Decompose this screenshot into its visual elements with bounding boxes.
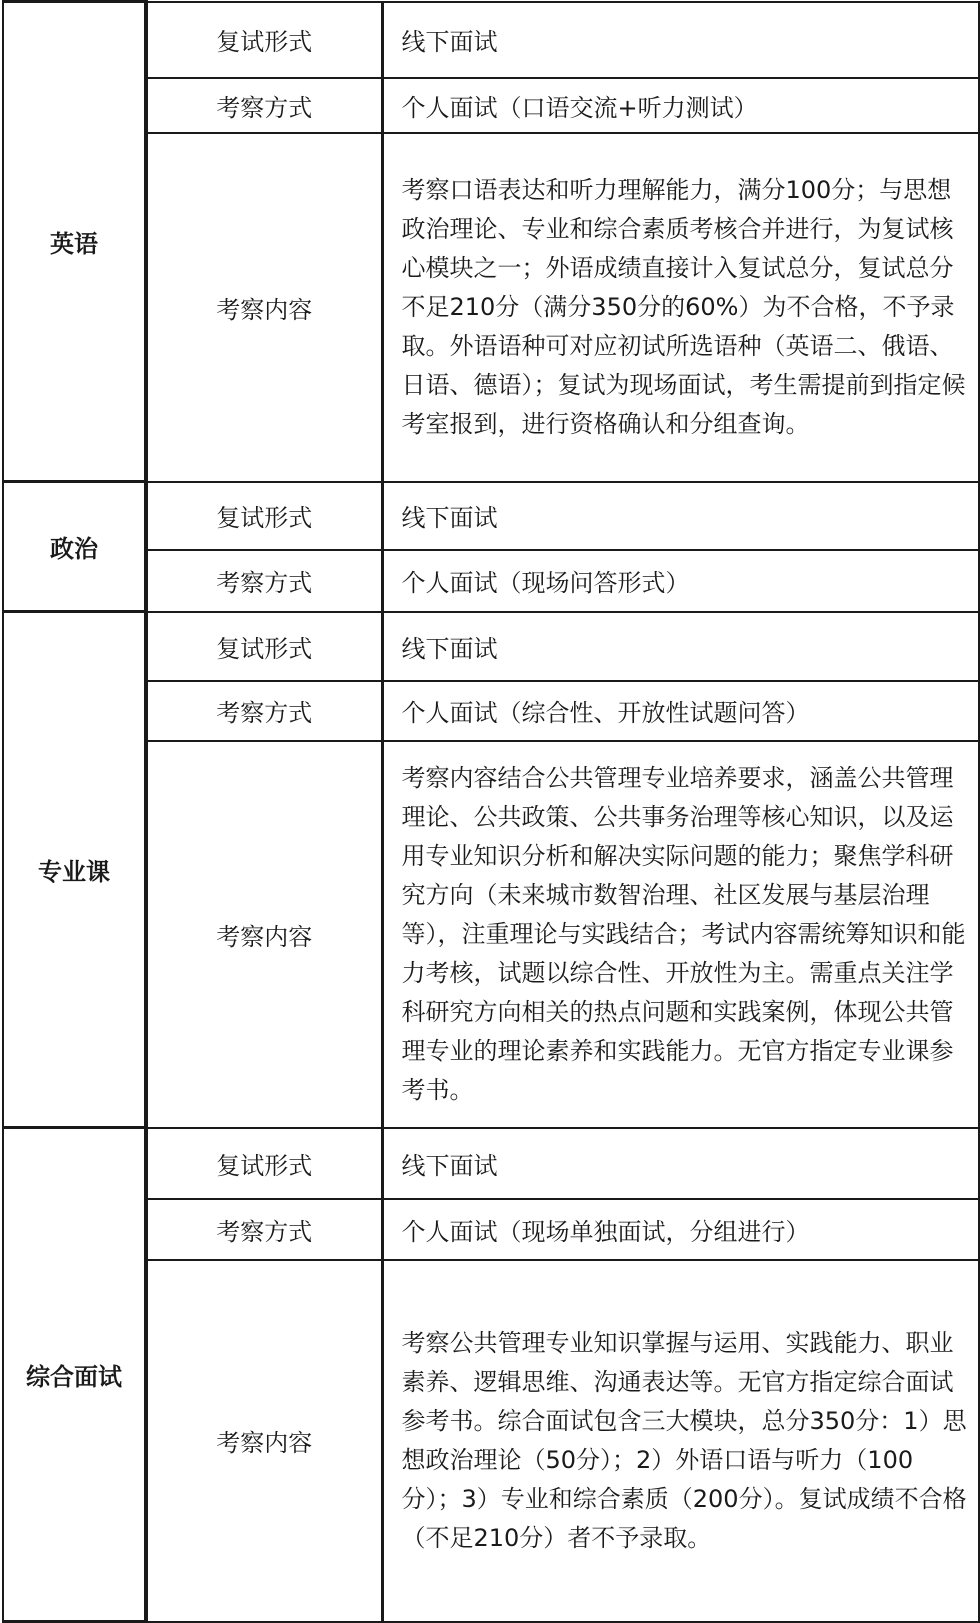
table-row	[3, 1128, 979, 1199]
table-row	[3, 1199, 979, 1260]
item-cell	[146, 1260, 382, 1622]
item-label: 考察方式	[216, 569, 313, 597]
item-label: 考察内容	[216, 922, 313, 951]
desc-text: 线下面试	[401, 634, 498, 663]
table-row	[3, 1260, 979, 1622]
item-label: 考察内容	[216, 295, 313, 324]
desc-text: 线下面试	[401, 28, 498, 56]
desc-text: 个人面试（现场问答形式）	[401, 569, 690, 597]
item-cell	[146, 612, 382, 681]
desc-cell	[382, 482, 979, 550]
item-label: 考察方式	[216, 1217, 313, 1246]
desc-text: 个人面试（口语交流+听力测试）	[401, 93, 758, 122]
table-row	[3, 482, 979, 550]
table-row	[3, 681, 979, 741]
item-label: 复试形式	[216, 634, 313, 663]
subject-cell-politics	[3, 482, 146, 612]
item-cell	[146, 78, 382, 133]
item-cell	[146, 550, 382, 612]
desc-cell	[382, 1199, 979, 1260]
subject-cell-comprehensive-interview	[3, 1128, 146, 1622]
item-label: 考察方式	[216, 699, 313, 727]
item-label: 复试形式	[216, 1151, 313, 1180]
item-label: 复试形式	[216, 28, 313, 56]
subject-cell-english	[3, 2, 146, 482]
desc-cell	[382, 133, 979, 482]
table-row	[3, 78, 979, 133]
interview-requirements-table	[2, 0, 980, 1623]
item-label: 考察方式	[216, 93, 313, 122]
table-row	[3, 612, 979, 681]
table-row	[3, 133, 979, 482]
subject-label: 英语	[50, 230, 98, 258]
item-cell	[146, 681, 382, 741]
desc-cell	[382, 741, 979, 1128]
subject-label: 综合面试	[26, 1363, 122, 1391]
desc-text: 考察公共管理专业知识掌握与运用、实践能力、职业素养、逻辑思维、沟通表达等。无官方指定综合面试参考书。综合面试包含三大模块，总分350分：1）思想政治理论（50分）；2）外语口语与听力（100分）；3）专业和综合素质（200分）。复试成绩不合格（不足210分）者不予录取。	[401, 1328, 967, 1552]
item-label: 考察内容	[216, 1429, 313, 1457]
table-row	[3, 550, 979, 612]
desc-cell	[382, 550, 979, 612]
desc-cell	[382, 681, 979, 741]
item-cell	[146, 2, 382, 78]
subject-label: 政治	[50, 535, 98, 563]
desc-text: 个人面试（现场单独面试，分组进行）	[401, 1217, 810, 1246]
desc-text: 线下面试	[401, 1151, 498, 1180]
desc-cell	[382, 78, 979, 133]
item-cell	[146, 1199, 382, 1260]
desc-text: 线下面试	[401, 504, 498, 532]
item-cell	[146, 133, 382, 482]
item-cell	[146, 1128, 382, 1199]
table-row	[3, 2, 979, 78]
subject-label: 专业课	[38, 858, 110, 886]
desc-text: 考察口语表达和听力理解能力，满分100分；与思想政治理论、专业和综合素质考核合并进行，为复试核心模块之一；外语成绩直接计入复试总分，复试总分不足210分（满分350分的60%）为不合格，不予录取。外语语种可对应初试所选语种（英语二、俄语、日语、德语）；复试为现场面试，考生需提前到指定候考室报到，进行资格确认和分组查询。	[401, 175, 966, 438]
desc-text: 考察内容结合公共管理专业培养要求，涵盖公共管理理论、公共政策、公共事务治理等核心知识，以及运用专业知识分析和解决实际问题的能力；聚焦学科研究方向（未来城市数智治理、社区发展与基层治理等），注重理论与实践结合；考试内容需统筹知识和能力考核，试题以综合性、开放性为主。需重点关注学科研究方向相关的热点问题和实践案例，体现公共管理专业的理论素养和实践能力。无官方指定专业课参考书。	[401, 763, 966, 1104]
table-row	[3, 741, 979, 1128]
item-cell	[146, 741, 382, 1128]
desc-cell	[382, 2, 979, 78]
desc-cell	[382, 1260, 979, 1622]
desc-cell	[382, 612, 979, 681]
item-label: 复试形式	[216, 504, 313, 532]
desc-cell	[382, 1128, 979, 1199]
subject-cell-major-course	[3, 612, 146, 1128]
item-cell	[146, 482, 382, 550]
desc-text: 个人面试（综合性、开放性试题问答）	[401, 699, 810, 727]
